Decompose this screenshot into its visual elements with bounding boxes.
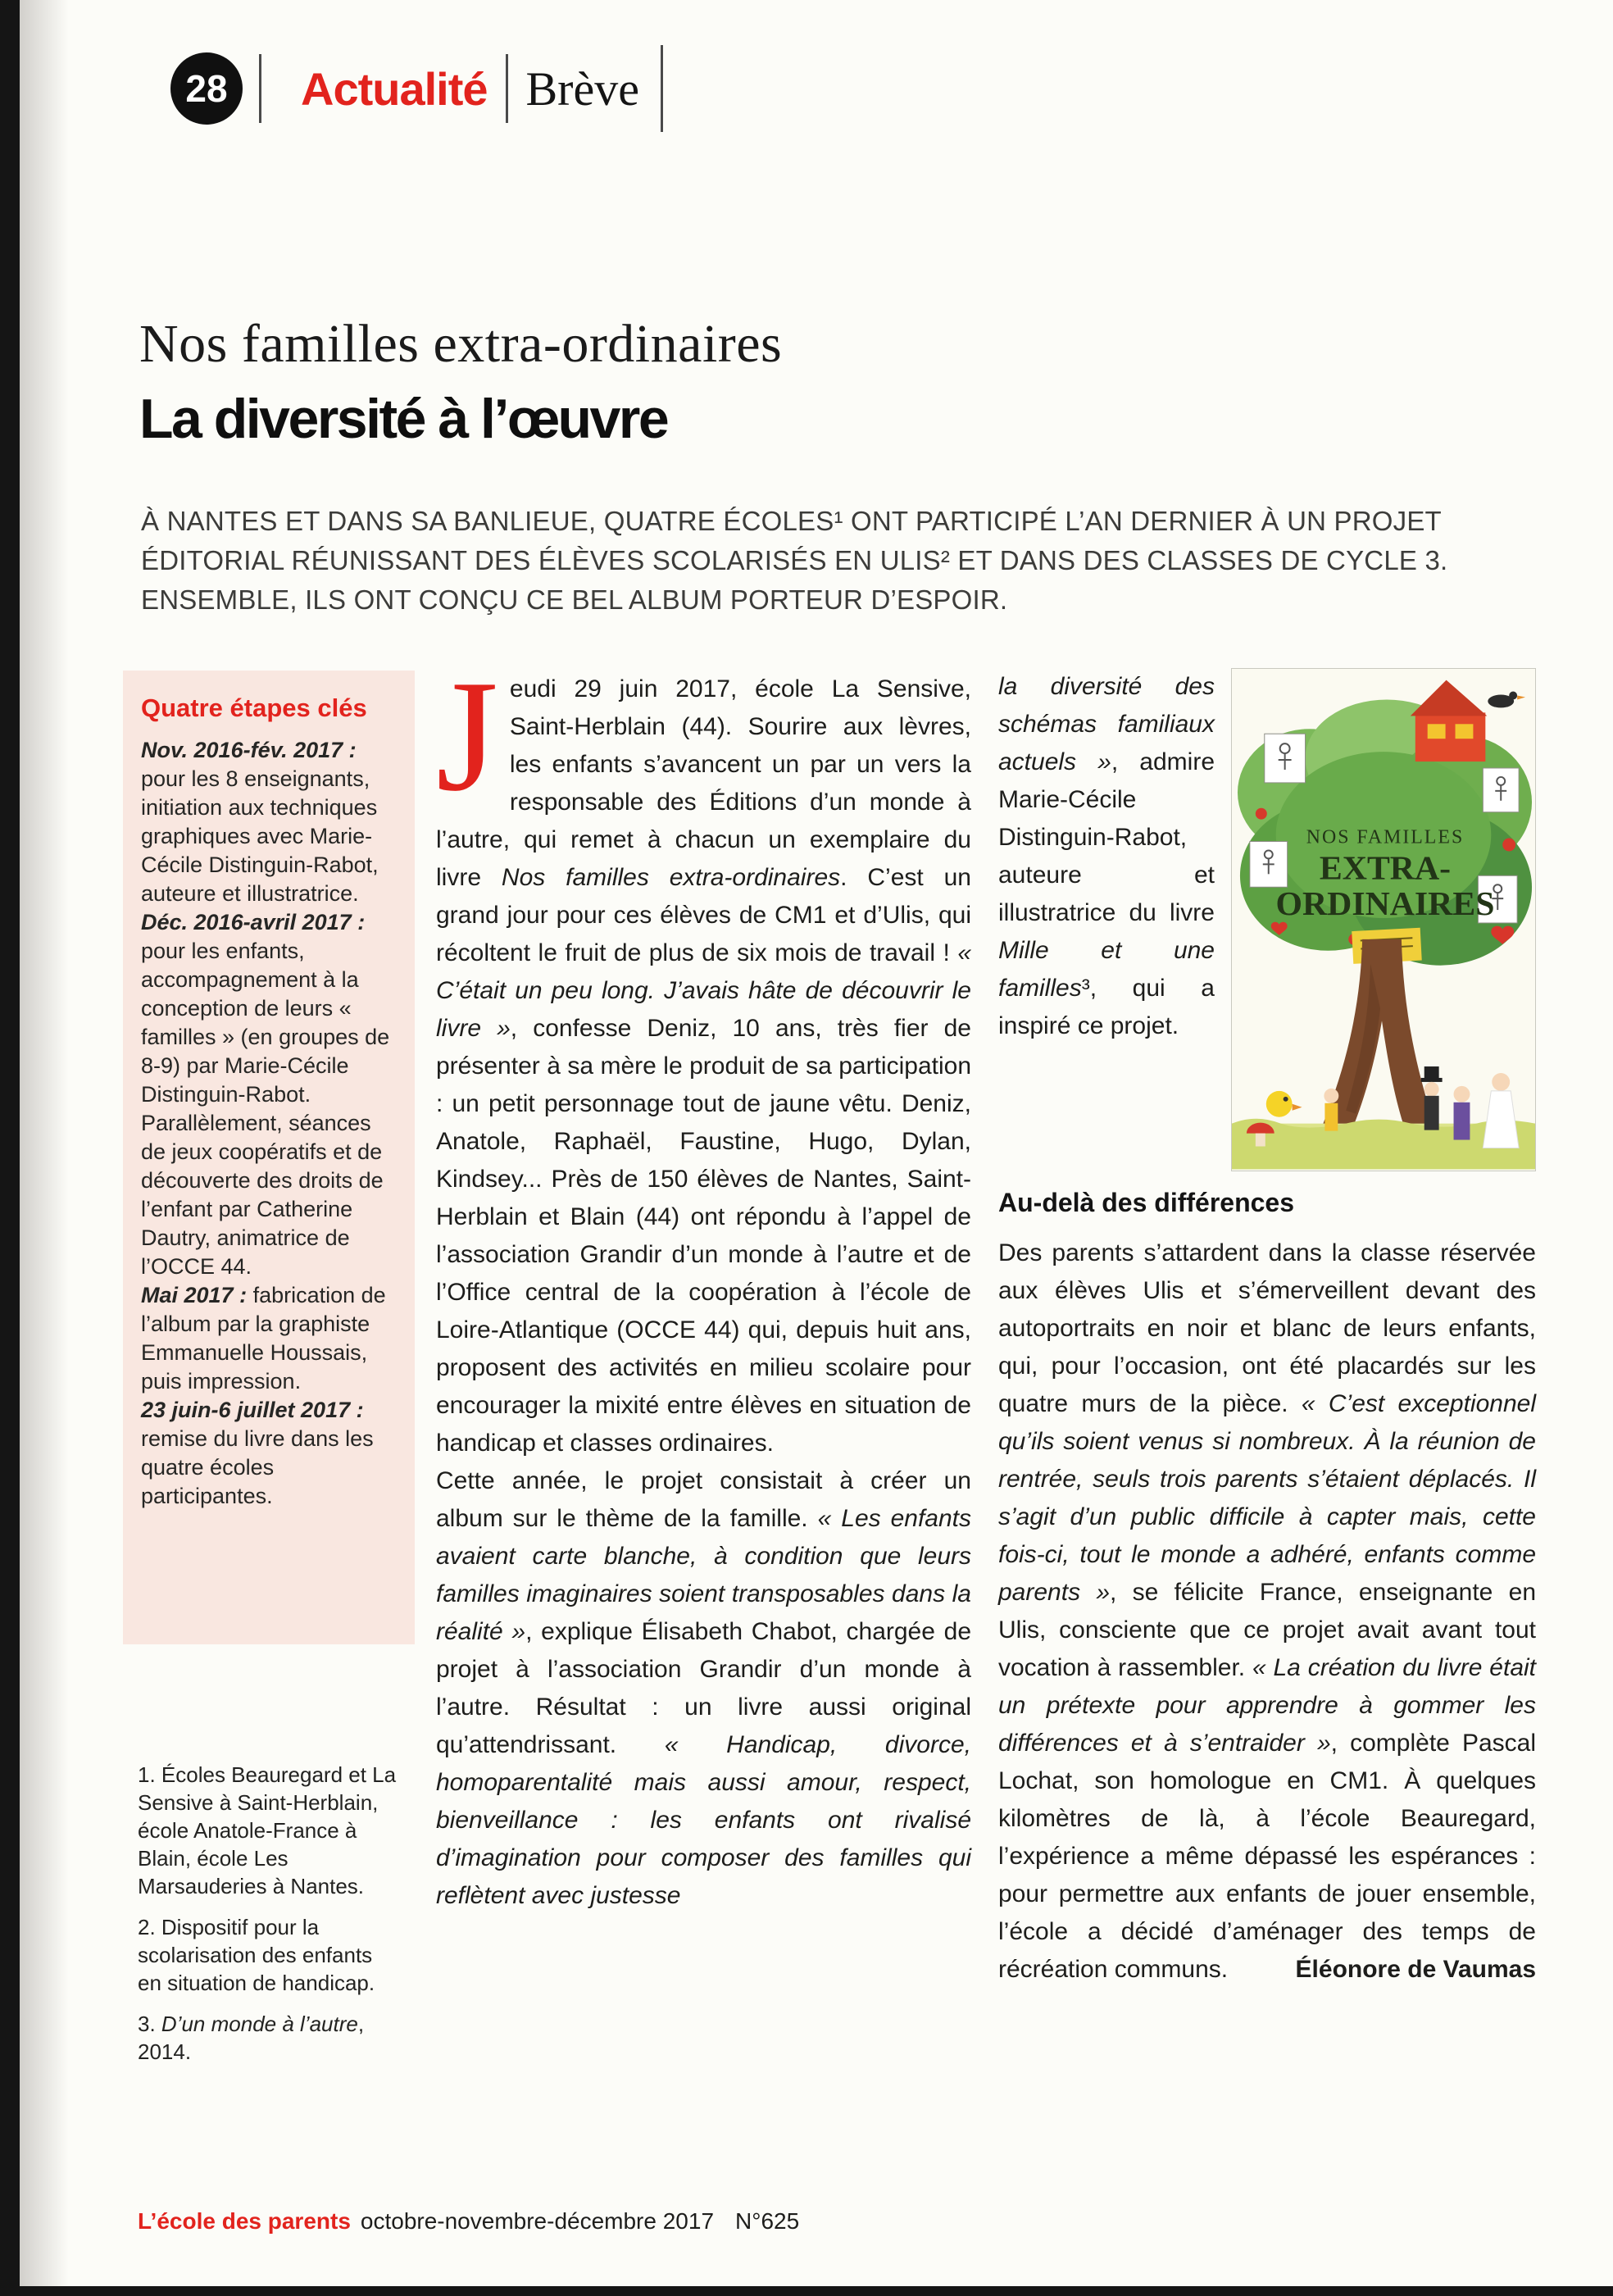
issue-number: N°625 (735, 2208, 800, 2234)
book-cover (1231, 668, 1536, 1171)
article-kicker: Nos familles extra-ordinaires (139, 314, 783, 374)
article-right-column (998, 668, 1536, 1989)
title-block (139, 313, 1533, 451)
section-label: Actualité (301, 62, 488, 115)
footnote-3: 3. D’un monde à l’autre, 2014. (138, 2012, 365, 2064)
sidebar-entry-text: remise du livre dans les quatre écoles participantes. (141, 1426, 374, 1508)
header-divider (506, 54, 508, 123)
article-paragraph-4: Des parents s’attardent dans la classe réservée aux élèves Ulis et s’émerveillent devant des autoportraits en noir et blanc de leurs enfants, qui, pour l’occasion, ont été placardés sur les quatre murs de la pièce. « C’est exceptionnel qu’ils soient venus si nombreux. À la réunion de rentrée, seuls trois parents s’étaient déplacés. Il s’agit d’un public difficile à capter mais, cette fois-ci, tout le monde a adhéré, enfants comme parents », se félicite France, enseignante en Ulis, consciente que ce projet avait avant tout vocation à rassembler. « La création du livre était un prétexte pour apprendre à gommer les différences et à s’entraider », complète Pascal Lochat, son homologue en CM1. À quelques kilomètres de là, à l’école Beauregard, l’expérience a même dépassé les espérances : pour permettre aux enfants de jouer ensemble, l’école a décidé d’aménager des temps de récréation communs. Éléonore de Vaumas (998, 1234, 1536, 1989)
svg-text:ORDINAIRES: ORDINAIRES (1275, 885, 1495, 924)
issue-date: octobre-novembre-décembre 2017 (360, 2208, 715, 2234)
page-number-badge: 28 (170, 52, 243, 125)
sidebar-entry (141, 908, 397, 1281)
sidebar-entry-date: Mai 2017 : (141, 1283, 253, 1307)
svg-text:NOS FAMILLES: NOS FAMILLES (1306, 826, 1465, 848)
book-cover-illustration (1232, 669, 1535, 1171)
article-paragraph-1: Jeudi 29 juin 2017, école La Sensive, Saint-Herblain (44). Sourire aux lèvres, les enfants s’avancent un par un vers la responsable des Éditions d’un monde à l’autre, qui remet à chacun un exemplaire du livre Nos familles extra-ordinaires. C’est un grand jour pour ces élèves de CM1 et d’Ulis, qui récoltent le fruit de plus de six mois de travail ! « C’était un peu long. J’avais hâte de découvrir le livre », confesse Deniz, 10 ans, très fier de présenter à sa mère le produit de sa participation : un petit personnage tout de jaune vêtu. Deniz, Anatole, Raphaël, Faustine, Hugo, Dylan, Kindsey... Près de 150 élèves de Nantes, Saint-Herblain et Blain (44) ont répondu à l’appel de l’association Grandir d’un monde à l’autre et de l’Office central de la coopération à l’école de Loire-Atlantique (OCCE 44) qui, depuis huit ans, proposent des activités en milieu scolaire pour encourager la mixité entre élèves en situation de handicap et classes ordinaires. (436, 648, 971, 1457)
header-divider (661, 45, 663, 132)
byline: Éléonore de Vaumas (1295, 1956, 1536, 1983)
footnotes (138, 1761, 398, 2079)
sidebar-title: Quatre étapes clés (141, 693, 367, 722)
page-header (170, 46, 663, 131)
sidebar-entry-text: pour les 8 enseignants, initiation aux techniques graphiques avec Marie-Cécile Distinguin-Rabot, auteure et illustratrice. (141, 766, 379, 906)
page-footer (138, 2208, 799, 2235)
sidebar-entry-date: Nov. 2016-fév. 2017 : (141, 738, 357, 762)
dropcap-letter: J (436, 648, 498, 825)
subsection-label: Brève (525, 61, 639, 116)
sidebar-entry-text: fabrication de l’album par la graphiste Emmanuelle Houssais, puis impression. (141, 1283, 386, 1394)
article-standfirst: À NANTES ET DANS SA BANLIEUE, QUATRE ÉCOLES¹ ONT PARTICIPÉ L’AN DERNIER À UN PROJET ÉDITORIAL RÉUNISSANT DES ÉLÈVES SCOLARISÉS EN ULIS² ET DANS DES CLASSES DE CYCLE 3. ENSEMBLE, ILS ONT CONÇU CE BEL ALBUM PORTEUR D’ESPOIR. (141, 506, 1448, 615)
footnote-2: 2. Dispositif pour la scolarisation des enfants en situation de handicap. (138, 1915, 375, 1995)
sidebar-entry-date: 23 juin-6 juillet 2017 : (141, 1398, 364, 1422)
key-steps-sidebar (123, 671, 415, 1644)
header-divider (259, 54, 261, 123)
article-main-column (436, 648, 972, 1915)
sidebar-entry (141, 736, 397, 908)
sidebar-entry-date: Déc. 2016-avril 2017 : (141, 910, 366, 934)
footnote-1: 1. Écoles Beauregard et La Sensive à Saint-Herblain, école Anatole-France à Blain, école Les Marsauderies à Nantes. (138, 1762, 397, 1898)
article-paragraph-2: Cette année, le projet consistait à créer un album sur le thème de la famille. « Les enfants avaient carte blanche, à condition que leurs familles imaginaires soient transposables dans la réalité », explique Élisabeth Chabot, chargée de projet à l’association Grandir d’un monde à l’autre. Résultat : un livre aussi original qu’attendrissant. « Handicap, divorce, homoparentalité mais aussi amour, respect, bienveillance : les enfants ont rivalisé d’imagination pour composer des familles qui reflètent avec justesse (436, 1467, 972, 1909)
scan-edge-left (0, 0, 20, 2296)
svg-text:EXTRA-: EXTRA- (1319, 849, 1452, 888)
sidebar-entry (141, 1396, 397, 1511)
article-paragraph-3: la diversité des schémas familiaux actuels », admire Marie-Cécile Distinguin-Rabot, auteure et illustratrice du livre Mille et une familles³, qui a inspiré ce projet. (998, 673, 1215, 1039)
sidebar-entry-text: pour les enfants, accompagnement à la conception de leurs « familles » (en groupes de 8-9) par Marie-Cécile Distinguin-Rabot. Parallèlement, séances de jeux coopératifs et de découverte des droits de l’enfant par Catherine Dautry, animatrice de l’OCCE 44. (141, 939, 390, 1279)
scan-gutter-shadow (20, 0, 69, 2296)
sidebar-entry (141, 1281, 397, 1396)
magazine-brand: L’école des parents (138, 2208, 351, 2234)
article-title: La diversité à l’œuvre (139, 388, 668, 450)
scan-edge-bottom (20, 2286, 1613, 2296)
section-heading: Au-delà des différences (998, 1188, 1294, 1217)
